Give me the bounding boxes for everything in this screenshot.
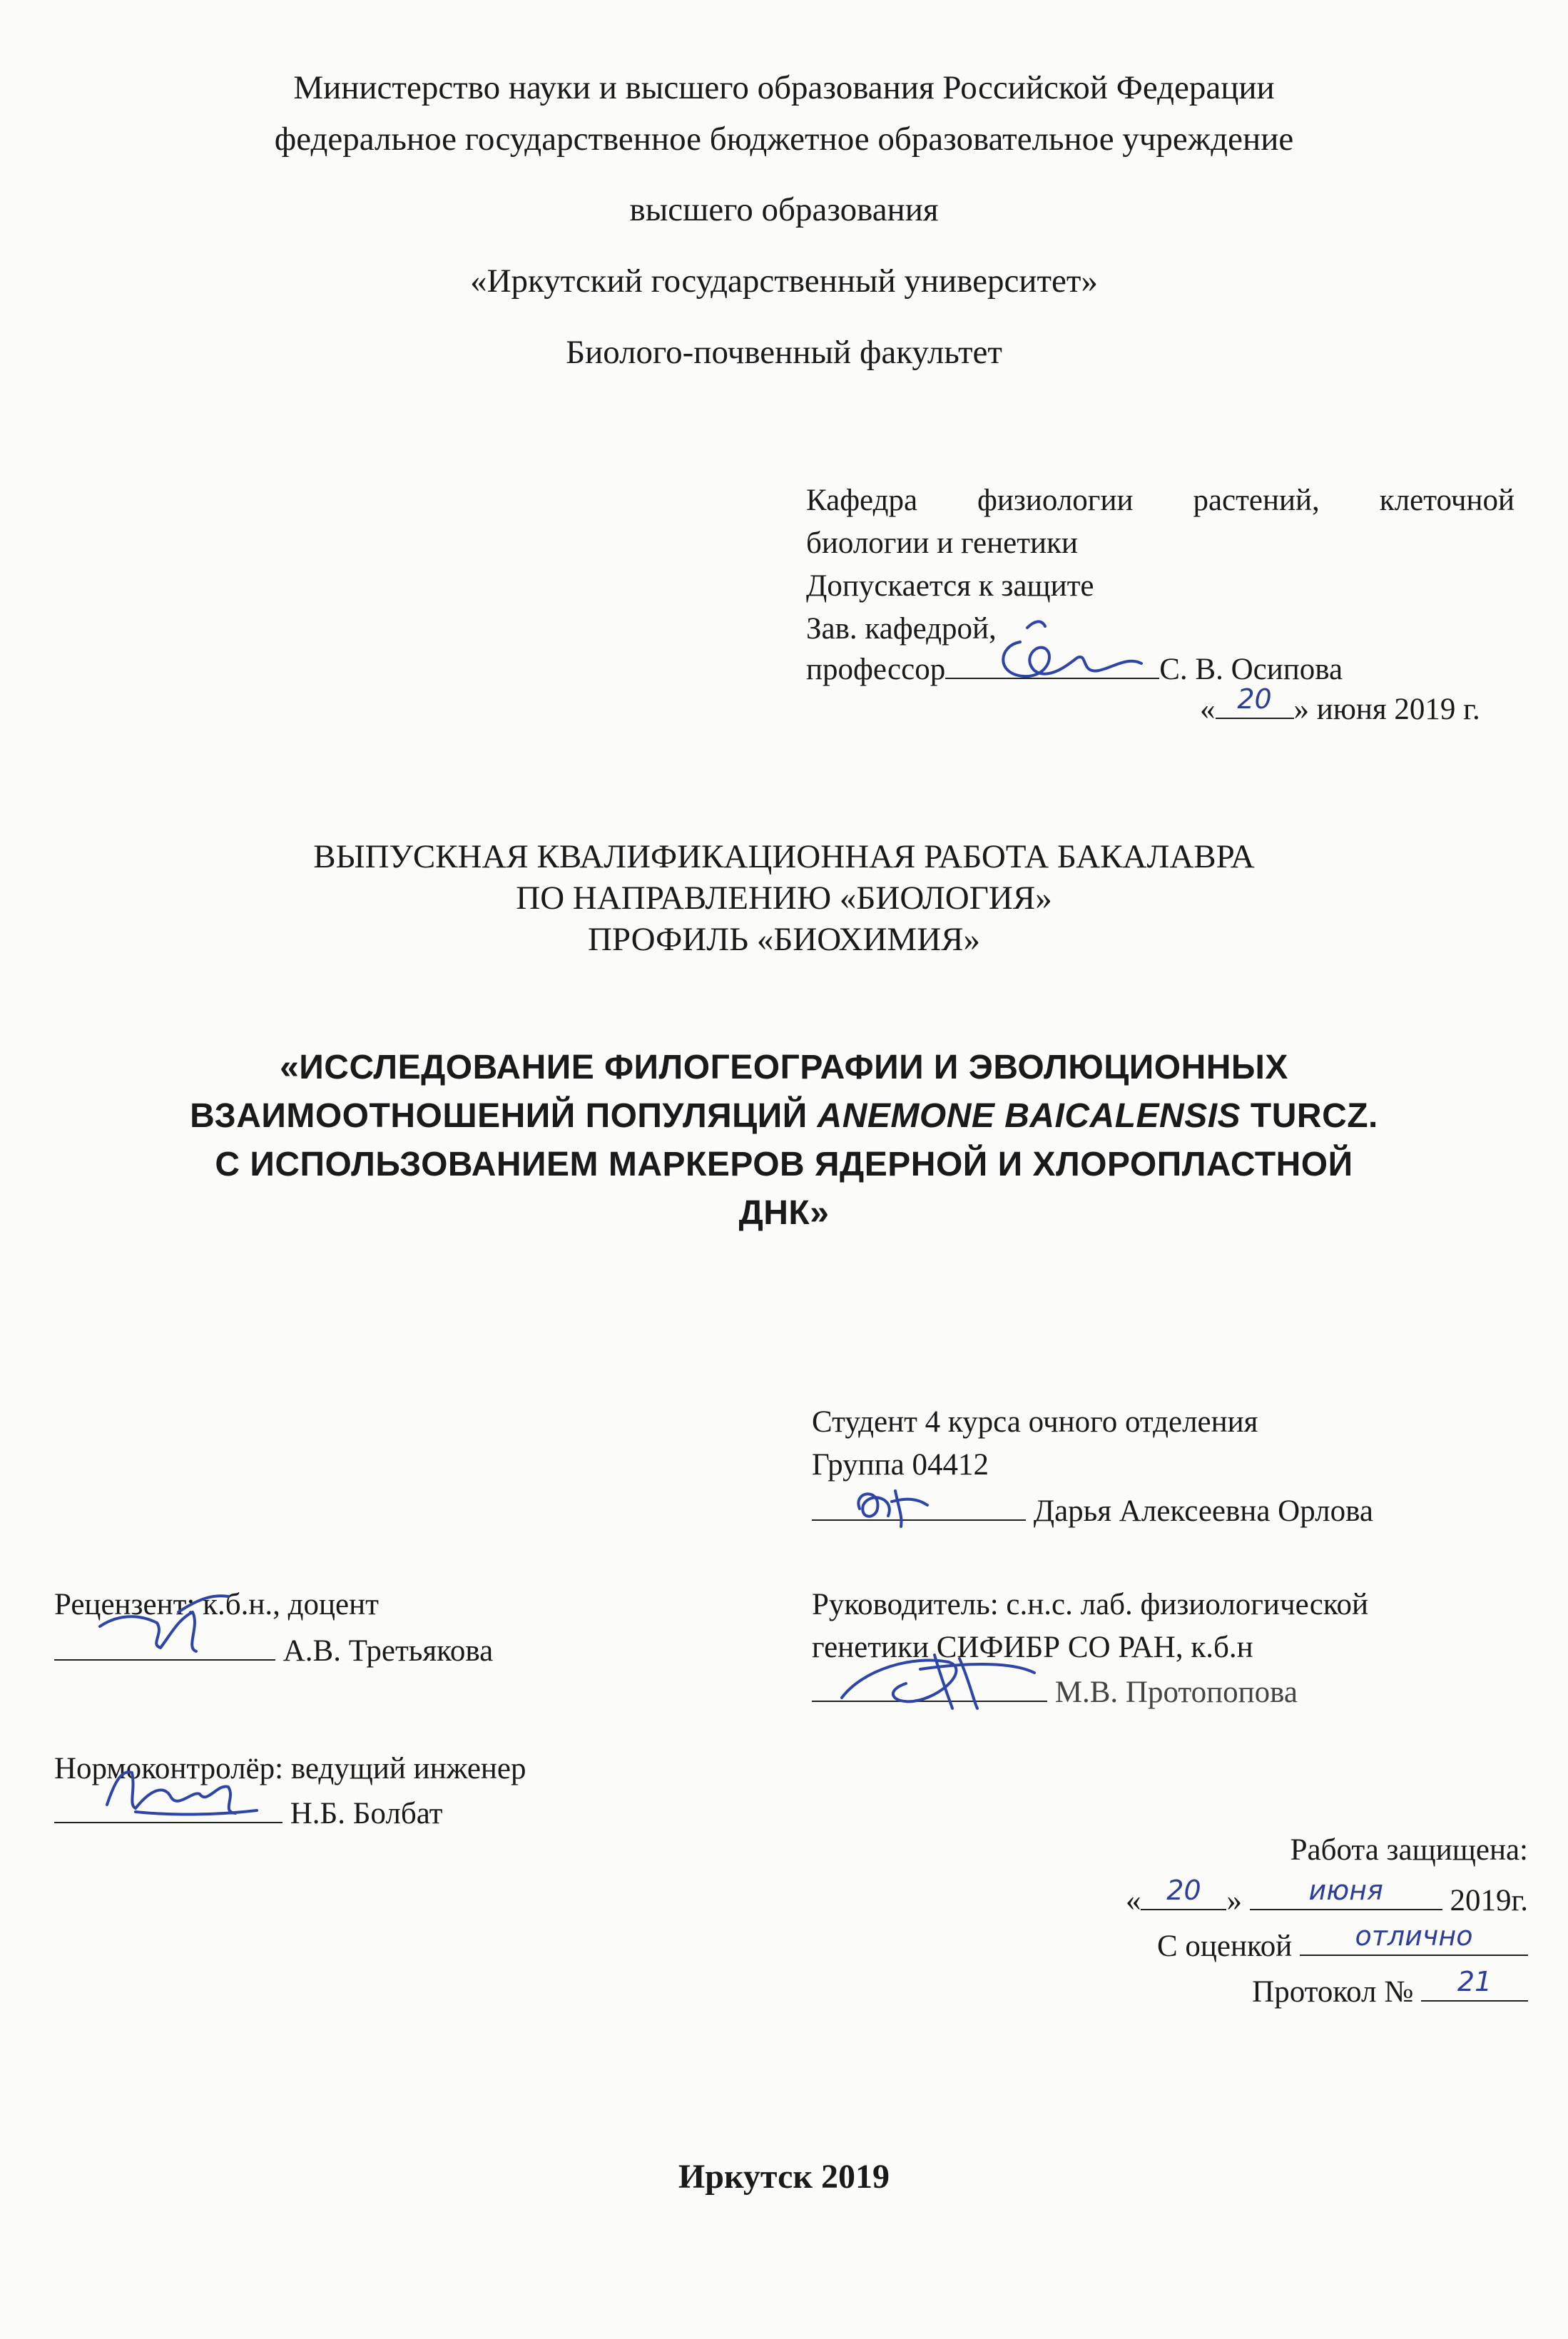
- work-type-line-1: ВЫПУСКНАЯ КВАЛИФИКАЦИОННАЯ РАБОТА БАКАЛАВРА: [313, 838, 1255, 875]
- grade-value: отлично: [1355, 1920, 1473, 1952]
- professor-name: С. В. Осипова: [1159, 653, 1343, 686]
- department-line-2: биологии и генетики: [806, 526, 1078, 560]
- institution-type-line: федеральное государственное бюджетное образовательное учреждение: [274, 121, 1294, 158]
- student-name: Дарья Алексеевна Орлова: [1033, 1494, 1373, 1528]
- education-level-line: высшего образования: [629, 191, 939, 228]
- faculty-name: Биолого-почвенный факультет: [566, 334, 1002, 371]
- university-name: «Иркутский государственный университет»: [470, 263, 1098, 300]
- work-type-line-2: ПО НАПРАВЛЕНИЮ «БИОЛОГИЯ»: [516, 880, 1052, 917]
- species-name: ANEMONE BAICALENSIS: [817, 1097, 1241, 1135]
- supervisor-signature-icon: [828, 1641, 1042, 1719]
- supervisor-affiliation: генетики СИФИБР СО РАН, к.б.н: [812, 1631, 1253, 1664]
- city-year: Иркутск 2019: [678, 2158, 890, 2196]
- supervisor-name: М.В. Протопопова: [1054, 1676, 1298, 1709]
- thesis-title-line-4: ДНК»: [738, 1194, 830, 1232]
- reviewer-signature-icon: [93, 1584, 235, 1662]
- thesis-title-line-3: С ИСПОЛЬЗОВАНИЕМ МАРКЕРОВ ЯДЕРНОЙ И ХЛОРОПЛАСТНОЙ: [215, 1146, 1353, 1183]
- normcontrol-signature-icon: [93, 1755, 264, 1826]
- normcontrol-name: Н.Б. Болбат: [290, 1797, 443, 1830]
- approval-date: « 20 » июня 2019 г.: [1200, 689, 1480, 728]
- head-of-department: Зав. кафедрой,: [806, 612, 997, 646]
- reviewer-name: А.В. Третьякова: [282, 1634, 494, 1668]
- normcontrol-label: Нормоконтролёр: ведущий инженер: [54, 1752, 526, 1785]
- approval-day-blank: [1216, 683, 1294, 719]
- defense-protocol: Протокол № 21: [1252, 1972, 1528, 2011]
- defense-month: июня: [1308, 1875, 1383, 1906]
- student-signature-icon: [845, 1477, 938, 1534]
- work-type-line-3: ПРОФИЛЬ «БИОХИМИЯ»: [587, 921, 981, 958]
- supervisor-position: Руководитель: с.н.с. лаб. физиологической: [812, 1588, 1369, 1621]
- defense-grade: С оценкой отлично: [1157, 1926, 1528, 1965]
- defense-date: « 20 » июня 2019г.: [1126, 1880, 1528, 1920]
- department-line-1: Кафедра физиологии растений, клеточной: [806, 484, 1514, 517]
- admit-to-defense: Допускается к защите: [806, 569, 1094, 603]
- thesis-title-line-1: «ИССЛЕДОВАНИЕ ФИЛОГЕОГРАФИИ И ЭВОЛЮЦИОННЫХ: [280, 1049, 1288, 1086]
- student-group: Группа 04412: [812, 1448, 989, 1482]
- head-signature-icon: [992, 613, 1149, 692]
- approval-day: 20: [1237, 683, 1272, 715]
- student-course: Студент 4 курса очного отделения: [812, 1405, 1258, 1439]
- ministry-line: Министерство науки и высшего образования Российской Федерации: [293, 69, 1275, 106]
- protocol-number: 21: [1457, 1966, 1492, 1997]
- defense-day: 20: [1166, 1875, 1201, 1906]
- defense-label: Работа защищена:: [1290, 1833, 1528, 1867]
- thesis-title-line-2: ВЗАИМООТНОШЕНИЙ ПОПУЛЯЦИЙ ANEMONE BAICALENSIS TURCZ.: [190, 1097, 1378, 1135]
- reviewer-label: Рецензент: к.б.н., доцент: [54, 1588, 379, 1621]
- professor-label: профессор: [806, 653, 946, 686]
